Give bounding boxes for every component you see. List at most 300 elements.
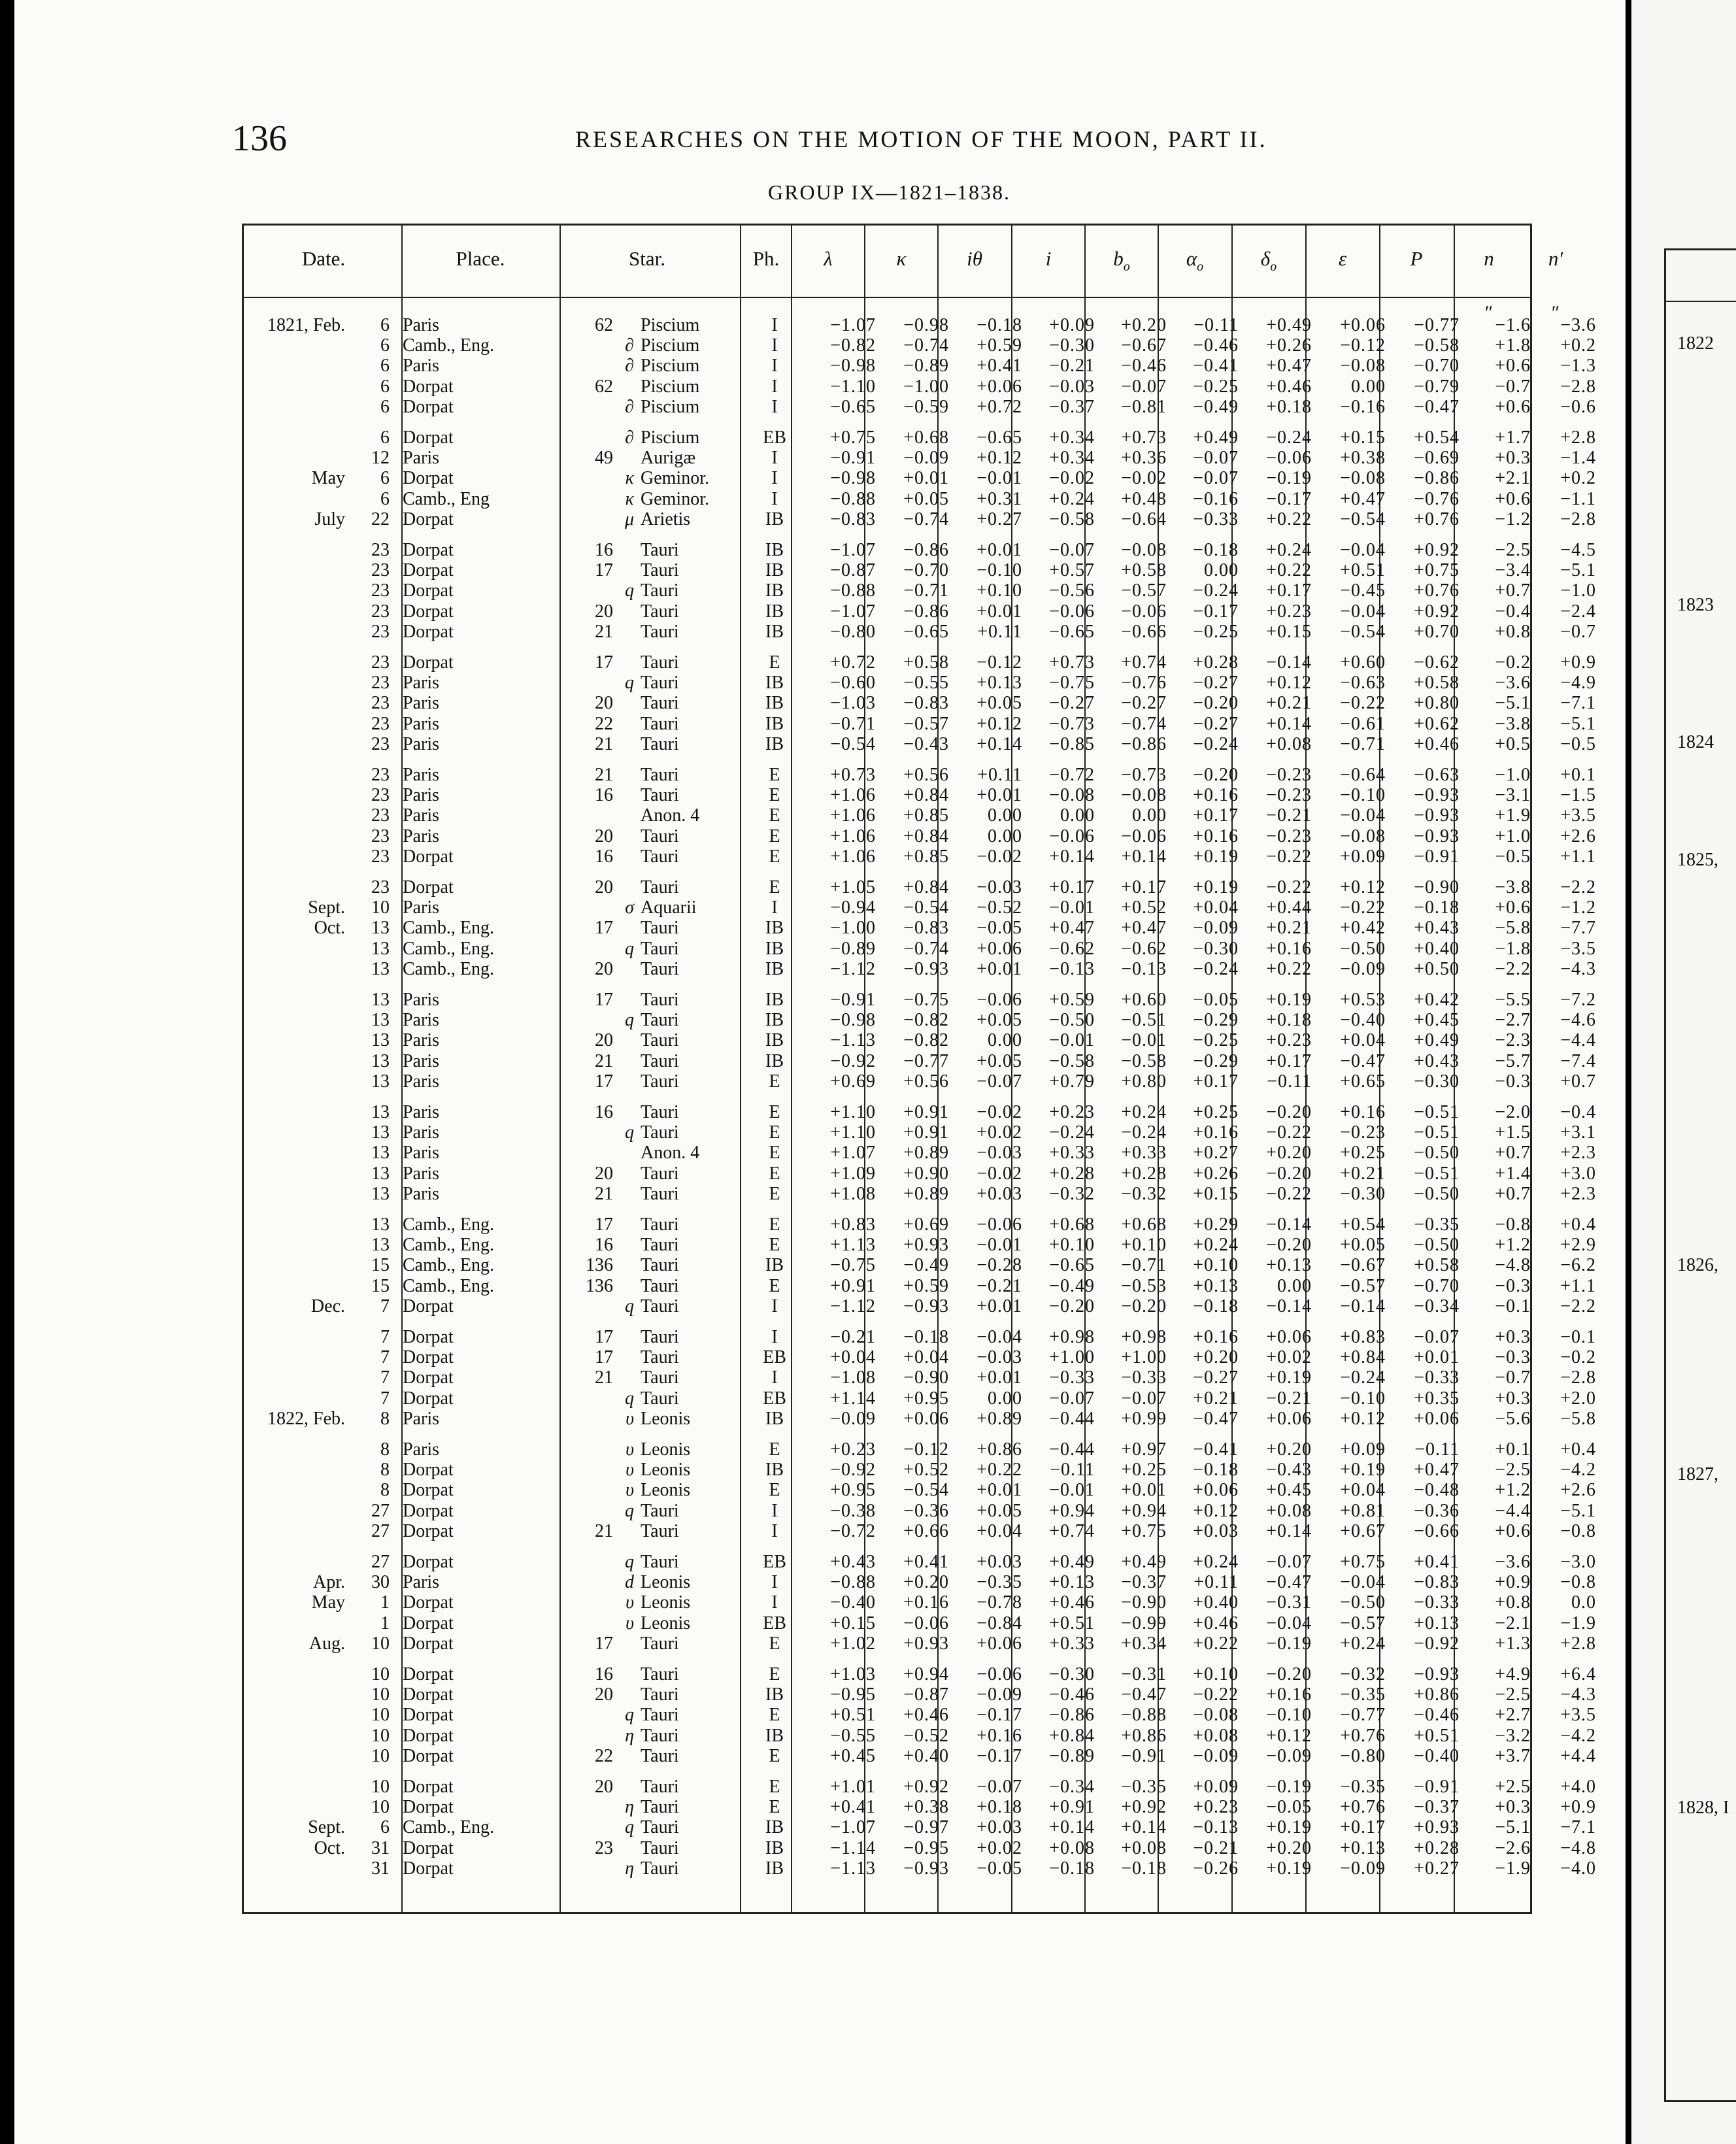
table-row: [242, 959, 1596, 979]
star-number: 21: [595, 1184, 613, 1204]
star-constellation: Piscium: [641, 397, 700, 417]
i-theta-value: 0.00: [988, 805, 1022, 826]
p-value: −0.33: [1414, 1592, 1460, 1613]
star-letter: ∂: [625, 397, 634, 417]
delta0-value: +0.19: [1266, 1817, 1312, 1837]
n-prime-value: −2.4: [1560, 601, 1596, 622]
p-value: −0.93: [1414, 826, 1460, 846]
table-row: [242, 1367, 1596, 1388]
n-value: −2.0: [1495, 1102, 1531, 1122]
kappa-value: −0.55: [903, 673, 949, 693]
alpha0-value: +0.21: [1193, 1388, 1239, 1409]
p-value: +0.76: [1414, 509, 1460, 529]
n-prime-value: +2.0: [1560, 1388, 1596, 1409]
place: Dorpat: [403, 540, 454, 560]
delta0-value: +0.22: [1266, 959, 1312, 979]
p-value: −0.86: [1414, 468, 1460, 488]
epsilon-value: −0.22: [1340, 693, 1386, 713]
table-row: [242, 1521, 1596, 1541]
place: Paris: [403, 990, 439, 1010]
star-letter: η: [625, 1797, 634, 1817]
lambda-value: −1.10: [830, 377, 876, 397]
i-value: +0.49: [1049, 1552, 1095, 1572]
alpha0-value: −0.27: [1193, 714, 1239, 734]
i-theta-value: 0.00: [988, 1388, 1022, 1409]
alpha0-value: −0.07: [1193, 448, 1239, 468]
b0-value: +0.73: [1121, 427, 1167, 448]
i-theta-value: −0.52: [976, 897, 1022, 918]
date-day: 7: [380, 1327, 390, 1347]
b0-value: −0.86: [1121, 734, 1167, 754]
kappa-value: −0.43: [903, 734, 949, 754]
star-number: 20: [595, 1030, 613, 1050]
b0-value: +0.20: [1121, 315, 1167, 335]
epsilon-value: +0.21: [1340, 1164, 1386, 1184]
b0-value: +0.75: [1121, 1521, 1167, 1541]
i-theta-value: −0.01: [976, 468, 1022, 488]
i-value: −0.30: [1049, 1664, 1095, 1684]
star-number: 21: [595, 1051, 613, 1071]
alpha0-value: −0.27: [1193, 673, 1239, 693]
star-letter: υ: [626, 1439, 634, 1460]
p-value: −0.91: [1414, 846, 1460, 867]
b0-value: +0.68: [1121, 1214, 1167, 1235]
date-day: 15: [371, 1276, 390, 1296]
n-value: −5.1: [1495, 693, 1531, 713]
p-value: −0.62: [1414, 652, 1460, 673]
p-value: +0.50: [1414, 959, 1460, 979]
phase: IB: [765, 990, 784, 1010]
star-constellation: Tauri: [641, 1347, 679, 1367]
date-day: 13: [371, 1030, 390, 1050]
n-value: −5.5: [1495, 990, 1531, 1010]
alpha0-value: +0.11: [1194, 1572, 1239, 1592]
epsilon-value: +0.81: [1340, 1501, 1386, 1521]
n-prime-value: −0.8: [1560, 1572, 1596, 1592]
i-value: −0.03: [1049, 377, 1095, 397]
table-row: [242, 1051, 1596, 1071]
phase: IB: [765, 1817, 784, 1837]
i-value: −0.32: [1049, 1184, 1095, 1204]
alpha0-value: +0.10: [1193, 1664, 1239, 1684]
i-value: +0.08: [1049, 1838, 1095, 1858]
alpha0-value: +0.28: [1193, 652, 1239, 673]
alpha0-value: +0.17: [1193, 805, 1239, 826]
table-row: [242, 622, 1596, 642]
star-letter: q: [625, 1122, 634, 1143]
lambda-value: −0.88: [830, 580, 876, 601]
n-value: +1.2: [1495, 1480, 1531, 1500]
place: Paris: [403, 1572, 439, 1592]
star-number: 20: [595, 1777, 613, 1797]
phase: I: [771, 356, 778, 376]
place: Dorpat: [403, 846, 454, 867]
delta0-value: −0.14: [1266, 1296, 1312, 1316]
date-day: 13: [371, 959, 390, 979]
alpha0-value: −0.17: [1193, 601, 1239, 622]
star-letter: υ: [626, 1592, 634, 1613]
star-letter: ∂: [625, 427, 634, 448]
star-constellation: Tauri: [641, 1010, 679, 1030]
date-day: 31: [371, 1838, 390, 1858]
n-prime-value: −2.8: [1560, 509, 1596, 529]
place: Camb., Eng.: [403, 1255, 494, 1275]
i-theta-value: +0.59: [976, 335, 1022, 356]
star-constellation: Leonis: [641, 1409, 691, 1429]
date-day: 23: [371, 877, 390, 897]
phase: EB: [763, 1552, 786, 1572]
n-prime-value: −1.5: [1560, 785, 1596, 805]
delta0-value: −0.19: [1266, 1777, 1312, 1797]
date-day: 10: [371, 897, 390, 918]
table-row: [242, 918, 1596, 938]
star-constellation: Tauri: [641, 1726, 679, 1746]
epsilon-value: −0.04: [1340, 601, 1386, 622]
b0-value: −0.81: [1121, 397, 1167, 417]
i-value: −0.01: [1049, 1480, 1095, 1500]
star-constellation: Tauri: [641, 1633, 679, 1654]
phase: E: [769, 1071, 780, 1092]
epsilon-value: 0.00: [1351, 377, 1386, 397]
delta0-value: +0.22: [1266, 560, 1312, 580]
lambda-value: −0.55: [830, 1726, 876, 1746]
phase: E: [769, 1235, 780, 1255]
kappa-value: +0.84: [903, 785, 949, 805]
p-value: −0.93: [1414, 1664, 1460, 1684]
kappa-value: +0.84: [903, 826, 949, 846]
b0-value: −0.08: [1121, 540, 1167, 560]
alpha0-value: −0.18: [1193, 540, 1239, 560]
table-row: [242, 1726, 1596, 1746]
star-constellation: Tauri: [641, 693, 679, 713]
epsilon-value: +0.04: [1340, 1480, 1386, 1500]
kappa-value: −0.54: [903, 897, 949, 918]
star-number: 21: [595, 734, 613, 754]
i-value: −0.27: [1049, 693, 1095, 713]
lambda-value: −1.14: [830, 1838, 876, 1858]
star-constellation: Tauri: [641, 622, 679, 642]
n-value: +1.7: [1495, 427, 1531, 448]
alpha0-value: +0.20: [1193, 1347, 1239, 1367]
n-prime-value: −0.8: [1560, 1521, 1596, 1541]
n-value: −0.7: [1495, 377, 1531, 397]
place: Paris: [403, 1184, 439, 1204]
n-value: −0.2: [1495, 652, 1531, 673]
i-value: −0.58: [1049, 509, 1095, 529]
n-value: −4.8: [1495, 1255, 1531, 1275]
kappa-value: +0.40: [903, 1746, 949, 1766]
b0-value: +0.92: [1121, 1797, 1167, 1817]
date-label: 1821, Feb.: [267, 315, 345, 335]
kappa-value: −0.87: [903, 1684, 949, 1705]
i-theta-value: 0.00: [988, 1030, 1022, 1050]
i-value: +0.23: [1049, 1102, 1095, 1122]
alpha0-value: 0.00: [1204, 560, 1239, 580]
i-value: +0.34: [1049, 427, 1095, 448]
n-value: −2.5: [1495, 1684, 1531, 1705]
date-day: 22: [371, 509, 390, 529]
place: Dorpat: [403, 1347, 454, 1367]
col-header-place: Place.: [456, 247, 505, 270]
alpha0-value: −0.08: [1193, 1705, 1239, 1725]
n-prime-value: +4.4: [1560, 1746, 1596, 1766]
p-value: +0.58: [1414, 673, 1460, 693]
lambda-value: −1.07: [830, 601, 876, 622]
i-value: −0.01: [1049, 1030, 1095, 1050]
table-row: [242, 1613, 1596, 1633]
i-value: −0.37: [1049, 397, 1095, 417]
lambda-value: +1.10: [830, 1122, 876, 1143]
n-value: −1.2: [1495, 509, 1531, 529]
n-value: +1.9: [1495, 805, 1531, 826]
place: Paris: [403, 897, 439, 918]
n-prime-value: +2.6: [1560, 826, 1596, 846]
date-day: 10: [371, 1726, 390, 1746]
star-constellation: Tauri: [641, 1102, 679, 1122]
seconds-mark-n-prime: ″: [1551, 302, 1560, 324]
alpha0-value: +0.08: [1193, 1726, 1239, 1746]
n-value: −1.6: [1495, 315, 1531, 335]
right-page-label: 1823: [1677, 595, 1714, 615]
epsilon-value: −0.08: [1340, 468, 1386, 488]
col-header-delta0: [1233, 247, 1305, 274]
p-value: −0.48: [1414, 1480, 1460, 1500]
phase: E: [769, 1164, 780, 1184]
n-prime-value: +0.9: [1560, 1797, 1596, 1817]
star-constellation: Tauri: [641, 1746, 679, 1766]
table-row: [242, 1684, 1596, 1705]
epsilon-value: +0.76: [1340, 1726, 1386, 1746]
kappa-value: −0.18: [903, 1327, 949, 1347]
kappa-value: +0.89: [903, 1143, 949, 1163]
phase: IB: [765, 540, 784, 560]
i-value: −0.02: [1049, 468, 1095, 488]
phase: E: [769, 846, 780, 867]
delta0-value: +0.02: [1266, 1347, 1312, 1367]
right-page-label: 1826,: [1677, 1255, 1718, 1275]
b0-value: +0.14: [1121, 1817, 1167, 1837]
table-row: [242, 897, 1596, 918]
i-theta-value: −0.02: [976, 1102, 1022, 1122]
place: Dorpat: [403, 1327, 454, 1347]
n-value: +0.3: [1495, 1797, 1531, 1817]
n-prime-value: −4.8: [1560, 1838, 1596, 1858]
table-row: [242, 1664, 1596, 1684]
delta0-value: +0.26: [1266, 335, 1312, 356]
p-value: +0.93: [1414, 1817, 1460, 1837]
b0-value: −0.67: [1121, 335, 1167, 356]
star-letter: q: [625, 1501, 634, 1521]
epsilon-value: +0.83: [1340, 1327, 1386, 1347]
epsilon-value: −0.63: [1340, 673, 1386, 693]
star-letter: κ: [625, 468, 634, 488]
lambda-value: −0.38: [830, 1501, 876, 1521]
phase: E: [769, 1276, 780, 1296]
b0-value: −0.57: [1121, 580, 1167, 601]
epsilon-value: +0.12: [1340, 877, 1386, 897]
kappa-value: −0.12: [903, 1439, 949, 1460]
table-row: [242, 377, 1596, 397]
b0-value: −0.99: [1121, 1613, 1167, 1633]
table-row: [242, 540, 1596, 560]
kappa-value: +0.85: [903, 846, 949, 867]
n-value: +3.7: [1495, 1746, 1531, 1766]
star-number: 21: [595, 765, 613, 785]
p-value: −0.07: [1414, 1327, 1460, 1347]
delta0-value: −0.43: [1266, 1460, 1312, 1480]
b0-value: −0.08: [1121, 785, 1167, 805]
star-number: 136: [586, 1276, 613, 1296]
star-letter: υ: [626, 1460, 634, 1480]
phase: IB: [765, 1255, 784, 1275]
phase: IB: [765, 1684, 784, 1705]
alpha0-value: −0.25: [1193, 377, 1239, 397]
lambda-value: −0.83: [830, 509, 876, 529]
star-constellation: Piscium: [641, 427, 700, 448]
alpha0-value: +0.09: [1193, 1777, 1239, 1797]
delta0-value: +0.49: [1266, 315, 1312, 335]
place: Dorpat: [403, 1460, 454, 1480]
phase: IB: [765, 1030, 784, 1050]
lambda-value: −0.98: [830, 468, 876, 488]
kappa-value: −0.89: [903, 356, 949, 376]
place: Paris: [403, 805, 439, 826]
star-constellation: Tauri: [641, 846, 679, 867]
alpha0-value: +0.24: [1193, 1235, 1239, 1255]
table-header-rule: [242, 297, 1532, 298]
star-number: 136: [586, 1255, 613, 1275]
date-label: May: [311, 1592, 345, 1613]
phase: IB: [765, 1726, 784, 1746]
epsilon-value: −0.04: [1340, 1572, 1386, 1592]
place: Camb., Eng.: [403, 1214, 494, 1235]
phase: IB: [765, 580, 784, 601]
n-prime-value: −5.8: [1560, 1409, 1596, 1429]
b0-value: +0.34: [1121, 1633, 1167, 1654]
kappa-value: +0.92: [903, 1777, 949, 1797]
epsilon-value: +0.42: [1340, 918, 1386, 938]
p-value: +0.45: [1414, 1010, 1460, 1030]
n-value: −5.8: [1495, 918, 1531, 938]
phase: EB: [763, 1613, 786, 1633]
star-constellation: Tauri: [641, 1122, 679, 1143]
table-row: [242, 509, 1596, 529]
star-constellation: Aurigæ: [641, 448, 695, 468]
p-value: −0.58: [1414, 335, 1460, 356]
date-day: 6: [380, 356, 390, 376]
n-prime-value: −6.2: [1560, 1255, 1596, 1275]
p-value: −0.92: [1414, 1633, 1460, 1654]
lambda-value: −0.82: [830, 335, 876, 356]
p-value: +0.06: [1414, 1409, 1460, 1429]
table-row: [242, 846, 1596, 867]
i-value: −0.06: [1049, 826, 1095, 846]
p-value: +0.70: [1414, 622, 1460, 642]
p-value: −0.70: [1414, 1276, 1460, 1296]
phase: E: [769, 1797, 780, 1817]
b0-value: +0.24: [1121, 1102, 1167, 1122]
epsilon-value: −0.10: [1340, 785, 1386, 805]
place: Paris: [403, 785, 439, 805]
phase: IB: [765, 1409, 784, 1429]
epsilon-value: −0.54: [1340, 622, 1386, 642]
epsilon-value: −0.47: [1340, 1051, 1386, 1071]
date-day: 7: [380, 1367, 390, 1388]
delta0-value: +0.46: [1266, 377, 1312, 397]
delta0-value: +0.21: [1266, 693, 1312, 713]
n-prime-value: −1.2: [1560, 897, 1596, 918]
i-value: +0.24: [1049, 489, 1095, 509]
i-theta-value: +0.22: [976, 1460, 1022, 1480]
table-row: [242, 1164, 1596, 1184]
n-value: −5.6: [1495, 1409, 1531, 1429]
b0-value: +0.97: [1121, 1439, 1167, 1460]
i-value: +0.34: [1049, 448, 1095, 468]
alpha0-value: +0.19: [1193, 877, 1239, 897]
i-value: −0.07: [1049, 1388, 1095, 1409]
epsilon-value: −0.77: [1340, 1705, 1386, 1725]
n-prime-value: +0.4: [1560, 1439, 1596, 1460]
i-value: −0.49: [1049, 1276, 1095, 1296]
star-constellation: Tauri: [641, 1797, 679, 1817]
date-day: 30: [371, 1572, 390, 1592]
lambda-value: +1.06: [830, 846, 876, 867]
place: Paris: [403, 673, 439, 693]
lambda-value: −0.98: [830, 1010, 876, 1030]
n-prime-value: −1.0: [1560, 580, 1596, 601]
i-theta-value: +0.18: [976, 1797, 1022, 1817]
place: Paris: [403, 765, 439, 785]
i-theta-value: −0.07: [976, 1777, 1022, 1797]
date-label: Sept.: [308, 897, 345, 918]
date-day: 27: [371, 1521, 390, 1541]
n-prime-value: −4.5: [1560, 540, 1596, 560]
n-value: −3.1: [1495, 785, 1531, 805]
delta0-value: +0.18: [1266, 1010, 1312, 1030]
kappa-value: +0.91: [903, 1122, 949, 1143]
phase: E: [769, 1214, 780, 1235]
lambda-value: +0.23: [830, 1439, 876, 1460]
place: Paris: [403, 1071, 439, 1092]
n-value: +0.3: [1495, 448, 1531, 468]
kappa-value: −1.00: [903, 377, 949, 397]
group-title: GROUP IX—1821–1838.: [768, 180, 1011, 204]
star-number: 20: [595, 693, 613, 713]
star-number: 62: [595, 315, 613, 335]
kappa-value: +0.66: [903, 1521, 949, 1541]
star-number: 16: [595, 846, 613, 867]
date-day: 27: [371, 1552, 390, 1572]
star-letter: q: [625, 1296, 634, 1316]
lambda-value: −0.21: [830, 1327, 876, 1347]
epsilon-value: +0.76: [1340, 1797, 1386, 1817]
table-row: [242, 335, 1596, 356]
table-row: [242, 1388, 1596, 1409]
date-day: 6: [380, 397, 390, 417]
i-value: +0.28: [1049, 1164, 1095, 1184]
i-value: −0.34: [1049, 1777, 1095, 1797]
table-row: [242, 1777, 1596, 1797]
star-constellation: Anon. 4: [641, 805, 700, 826]
n-prime-value: −2.8: [1560, 1367, 1596, 1388]
alpha0-value: −0.07: [1193, 468, 1239, 488]
alpha0-value: +0.25: [1193, 1102, 1239, 1122]
i-value: −0.62: [1049, 939, 1095, 959]
n-value: −2.2: [1495, 959, 1531, 979]
phase: E: [769, 1122, 780, 1143]
star-letter: q: [625, 939, 634, 959]
alpha0-value: +0.10: [1193, 1255, 1239, 1275]
